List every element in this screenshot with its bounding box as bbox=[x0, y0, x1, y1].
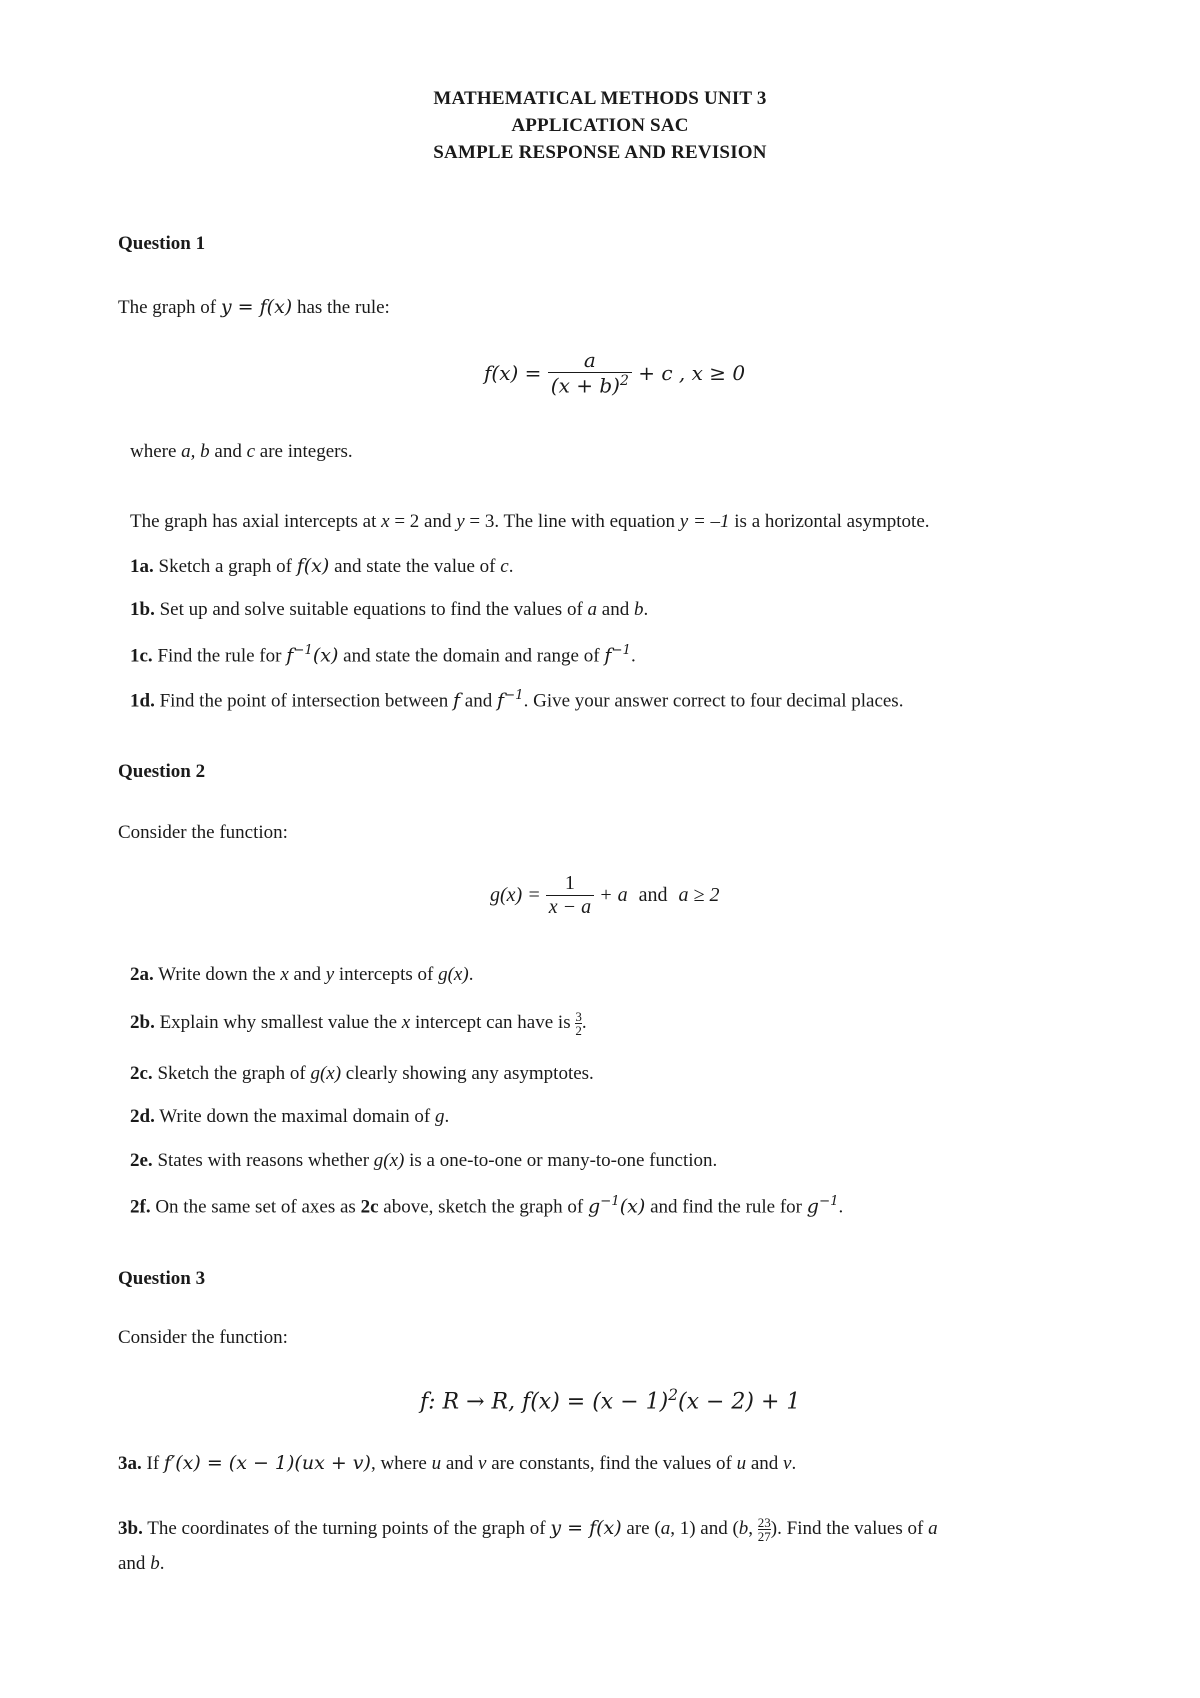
q3b-item: 3b. The coordinates of the turning points of the graph of y = f(x) are (a, 1) and (b, $\frac{23}{27}$ ). Find the values of a bbox=[118, 1515, 938, 1544]
q2b-item: 2b. Explain why smallest value the x intercept can have is $\frac{3}{2}$ . bbox=[130, 1009, 587, 1038]
q1b-item: 1b. Set up and solve suitable equations to find the values of a and b. bbox=[130, 599, 649, 620]
q1-intro: The graph of y = f(x) has the rule: bbox=[118, 296, 390, 318]
question-2-heading: Question 2 bbox=[118, 761, 206, 782]
q2-intro: Consider the function: bbox=[118, 822, 288, 843]
question-1-heading: Question 1 bbox=[118, 233, 206, 254]
q2c-item: 2c. Sketch the graph of g(x) clearly showing any asymptotes. bbox=[130, 1063, 594, 1084]
q1-equation: f(x) = $\frac{a}{(x + b)^2}$ + c , x ≥ 0 bbox=[484, 348, 746, 398]
question-3-heading: Question 3 bbox=[118, 1268, 206, 1289]
q3b-item-continued: and b. bbox=[118, 1553, 165, 1574]
q3-equation: f: R → R, $f(x) = (x - 1)^2(x - 2) + 1$ bbox=[420, 1386, 801, 1415]
q3a-item: 3a. If f′(x) = (x − 1)(ux + v), where u and v are constants, find the values of u and v. bbox=[118, 1452, 797, 1474]
q2a-item: 2a. Write down the x and y intercepts of g(x). bbox=[130, 964, 474, 985]
q1d-item: 1d. Find the point of intersection between f and $f^{-1}$. Give your answer correct to four decimal places. bbox=[130, 688, 904, 712]
q1-graph-description: The graph has axial intercepts at x = 2 and y = 3. The line with equation y = –1 is a horizontal asymptote. bbox=[130, 511, 930, 532]
q2-equation: g(x) = $\frac{1}{x - a}$ + a and a ≥ 2 bbox=[490, 872, 720, 918]
q1-where-text: where a, b and c are integers. bbox=[130, 441, 353, 462]
q1a-item: 1a. Sketch a graph of f(x) and state the value of c. bbox=[130, 555, 514, 577]
q2d-item: 2d. Write down the maximal domain of g. bbox=[130, 1106, 450, 1127]
doc-title-line2: APPLICATION SAC bbox=[511, 115, 689, 136]
doc-title-line1: MATHEMATICAL METHODS UNIT 3 bbox=[433, 88, 767, 109]
doc-title-line3: SAMPLE RESPONSE AND REVISION bbox=[433, 142, 767, 163]
q3-intro: Consider the function: bbox=[118, 1327, 288, 1348]
q1c-item: 1c. Find the rule for $f^{-1}(x)$ and state the domain and range of $f^{-1}$. bbox=[130, 643, 636, 667]
q2f-item: 2f. On the same set of axes as 2c above, sketch the graph of $g^{-1}(x)$ and find the rule for $g^{-1}$. bbox=[130, 1194, 844, 1218]
q2e-item: 2e. States with reasons whether g(x) is a one-to-one or many-to-one function. bbox=[130, 1150, 718, 1171]
